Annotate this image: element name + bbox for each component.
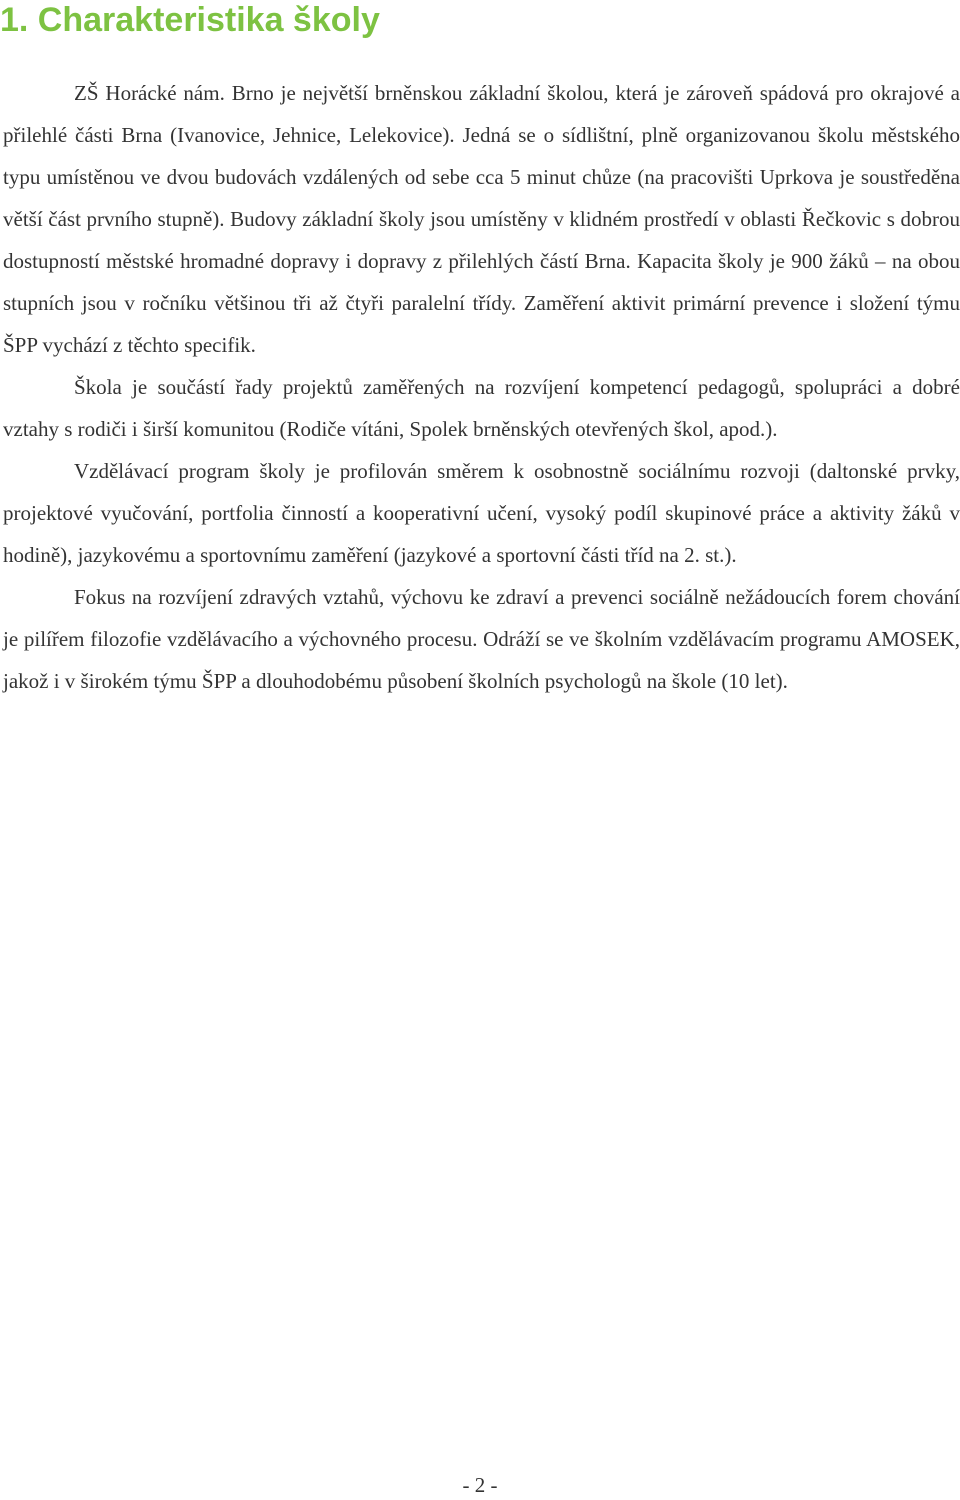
- paragraph-education-program: Vzdělávací program školy je profilován směrem k osobnostně sociálnímu rozvoji (daltonské prvky, projektové vyučování, portfolia činností a kooperativní učení, vysoký podíl skupinové práce a aktivity žáků v hodině), jazykovému a sportovnímu zaměření (jazykové a sportovní části tříd na 2. st.).: [3, 459, 960, 567]
- paragraph-projects: Škola je součástí řady projektů zaměřených na rozvíjení kompetencí pedagogů, spolupráci a dobré vztahy s rodiči i širší komunitou (Rodiče vítáni, Spolek brněnských otevřených škol, apod.).: [3, 375, 960, 441]
- paragraph-prevention-focus: Fokus na rozvíjení zdravých vztahů, výchovu ke zdraví a prevenci sociálně nežádoucích forem chování je pilířem filozofie vzdělávacího a výchovného procesu. Odráží se ve školním vzdělávacím programu AMOSEK, jakož i v širokém týmu ŠPP a dlouhodobému působení školních psychologů na škole (10 let).: [3, 585, 960, 693]
- paragraph-school-overview: ZŠ Horácké nám. Brno je největší brněnskou základní školou, která je zároveň spádová pro okrajové a přilehlé části Brna (Ivanovice, Jehnice, Lelekovice). Jedná se o sídlištní, plně organizovanou školu městského typu umístěnou ve dvou budovách vzdálených od sebe cca 5 minut chůze (na pracovišti Uprkova je soustředěna větší část prvního stupně). Budovy základní školy jsou umístěny v klidném prostředí v oblasti Řečkovic s dobrou dostupností městské hromadné dopravy i dopravy z přilehlých částí Brna. Kapacita školy je 900 žáků – na obou stupních jsou v ročníku většinou tři až čtyři paralelní třídy. Zaměření aktivit primární prevence i složení týmu ŠPP vychází z těchto specifik.: [3, 81, 960, 357]
- document-body: [3, 72, 960, 702]
- page-number: - 2 -: [462, 1473, 498, 1497]
- section-heading: 1. Charakteristika školy: [0, 1, 380, 39]
